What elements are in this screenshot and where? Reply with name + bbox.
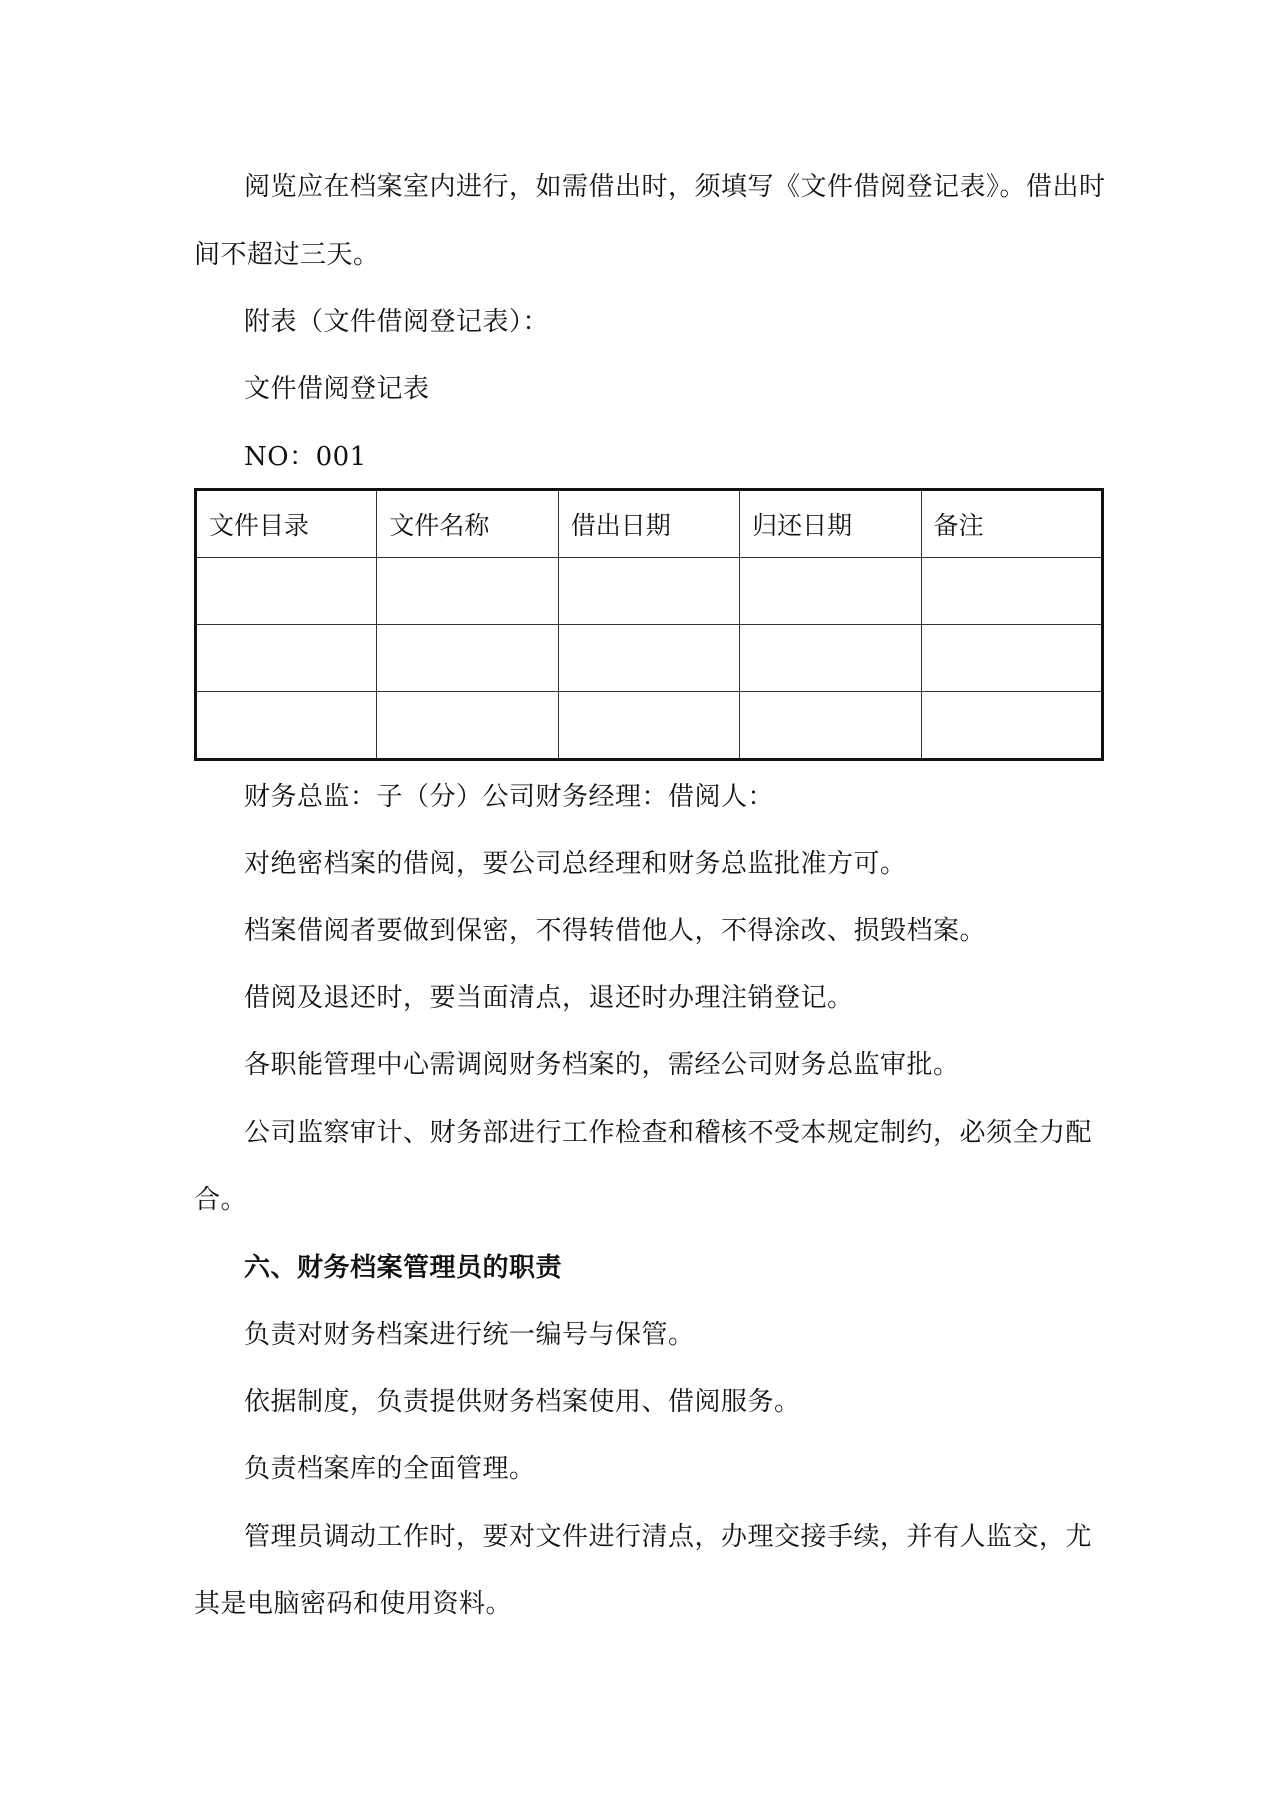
table-row (196, 558, 1103, 625)
paragraph-confidential-approval: 对绝密档案的借阅，要公司总经理和财务总监批准方可。 (244, 849, 907, 879)
paragraph-duty-management: 负责档案库的全面管理。 (244, 1454, 536, 1484)
table-cell (558, 625, 739, 692)
header-borrow-date: 借出日期 (558, 490, 739, 558)
paragraph-duty-handover-line1: 管理员调动工作时，要对文件进行清点，办理交接手续，并有人监交，尤 (244, 1522, 1093, 1552)
header-remarks: 备注 (921, 490, 1102, 558)
table-cell (921, 692, 1102, 760)
table-row (196, 625, 1103, 692)
table-header-row (196, 490, 1103, 558)
header-file-name: 文件名称 (377, 490, 558, 558)
paragraph-borrower-duties: 档案借阅者要做到保密，不得转借他人，不得涂改、损毁档案。 (244, 916, 987, 946)
table-cell (196, 625, 377, 692)
table-cell (377, 625, 558, 692)
paragraph-borrowing-rule-line2: 间不超过三天。 (194, 240, 380, 270)
header-return-date: 归还日期 (740, 490, 921, 558)
table-cell (921, 625, 1102, 692)
paragraph-audit-exception-line1: 公司监察审计、财务部进行工作检查和稽核不受本规定制约，必须全力配 (244, 1118, 1093, 1148)
table-cell (740, 558, 921, 625)
table-cell (377, 692, 558, 760)
paragraph-audit-exception-line2: 合。 (194, 1185, 248, 1215)
table-cell (377, 558, 558, 625)
paragraph-department-approval: 各职能管理中心需调阅财务档案的，需经公司财务总监审批。 (244, 1050, 960, 1080)
attachment-label: 附表（文件借阅登记表）： (244, 307, 550, 337)
borrowing-register-table (194, 488, 1104, 761)
table-cell (740, 692, 921, 760)
form-number: NO：001 (244, 442, 367, 472)
table-row (196, 692, 1103, 760)
table-cell (196, 692, 377, 760)
table-cell (558, 558, 739, 625)
header-file-directory: 文件目录 (196, 490, 377, 558)
paragraph-borrowing-rule-line1: 阅览应在档案室内进行，如需借出时，须填写《文件借阅登记表》。借出时 (244, 172, 1106, 202)
paragraph-duty-service: 依据制度，负责提供财务档案使用、借阅服务。 (244, 1387, 801, 1417)
form-title: 文件借阅登记表 (244, 374, 430, 404)
paragraph-duty-numbering: 负责对财务档案进行统一编号与保管。 (244, 1320, 695, 1350)
signature-line: 财务总监：子（分）公司财务经理：借阅人： (244, 782, 775, 812)
table-cell (921, 558, 1102, 625)
paragraph-duty-handover-line2: 其是电脑密码和使用资料。 (194, 1589, 513, 1619)
table-cell (740, 625, 921, 692)
table-cell (196, 558, 377, 625)
paragraph-return-procedure: 借阅及退还时，要当面清点，退还时办理注销登记。 (244, 983, 854, 1013)
table-cell (558, 692, 739, 760)
section-heading: 六、财务档案管理员的职责 (244, 1253, 563, 1283)
